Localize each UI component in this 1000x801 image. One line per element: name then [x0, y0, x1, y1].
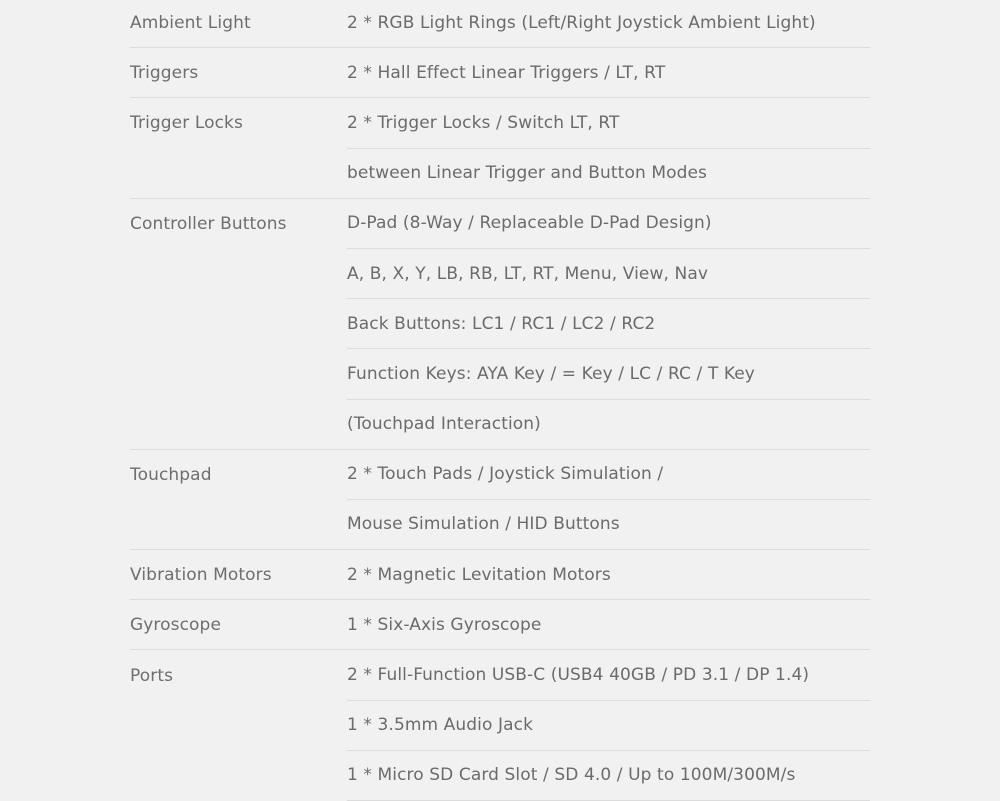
spec-value: 2 * Full-Function USB-C (USB4 40GB / PD 3.1 / DP 1.4)	[347, 650, 870, 700]
spec-value: between Linear Trigger and Button Modes	[347, 149, 870, 199]
spec-label: Trigger Locks	[130, 113, 243, 134]
spec-value: Function Keys: AYA Key / = Key / LC / RC / T Key	[347, 349, 870, 399]
spec-value: (Touchpad Interaction)	[347, 400, 870, 450]
spec-row-ports-cont	[130, 701, 870, 751]
spec-row-touchpad-cont	[130, 500, 870, 550]
spec-row-controller-buttons-cont	[130, 400, 870, 450]
spec-value: D-Pad (8-Way / Replaceable D-Pad Design)	[347, 199, 870, 249]
spec-value: 2 * RGB Light Rings (Left/Right Joystick Ambient Light)	[347, 0, 870, 48]
spec-label: Ports	[130, 665, 174, 686]
spec-row-trigger-locks	[130, 98, 870, 148]
spec-row-triggers	[130, 48, 870, 98]
spec-row-controller-buttons-cont	[130, 249, 870, 299]
spec-value: 1 * Micro SD Card Slot / SD 4.0 / Up to 100M/300M/s	[347, 751, 870, 801]
spec-value: 2 * Hall Effect Linear Triggers / LT, RT	[347, 48, 870, 98]
spec-row-ports-cont	[130, 751, 870, 801]
spec-row-ports	[130, 650, 870, 700]
spec-value: 1 * 3.5mm Audio Jack	[347, 701, 870, 751]
spec-label: Ambient Light	[130, 13, 251, 34]
spec-label: Touchpad	[130, 464, 212, 485]
spec-row-controller-buttons-cont	[130, 349, 870, 399]
spec-row-trigger-locks-cont	[130, 149, 870, 199]
spec-value: A, B, X, Y, LB, RB, LT, RT, Menu, View, Nav	[347, 249, 870, 299]
spec-label: Triggers	[130, 63, 199, 84]
spec-value: 2 * Trigger Locks / Switch LT, RT	[347, 98, 870, 148]
spec-label: Gyroscope	[130, 615, 222, 636]
spec-value: Mouse Simulation / HID Buttons	[347, 500, 870, 550]
spec-row-controller-buttons	[130, 199, 870, 249]
spec-row-vibration-motors	[130, 550, 870, 600]
spec-value: 1 * Six-Axis Gyroscope	[347, 600, 870, 650]
spec-label: Controller Buttons	[130, 213, 287, 234]
spec-row-controller-buttons-cont	[130, 299, 870, 349]
spec-value: Back Buttons: LC1 / RC1 / LC2 / RC2	[347, 299, 870, 349]
spec-value: 2 * Magnetic Levitation Motors	[347, 550, 870, 600]
spec-row-ambient-light	[130, 0, 870, 48]
spec-row-touchpad	[130, 450, 870, 500]
spec-row-gyroscope	[130, 600, 870, 650]
spec-label: Vibration Motors	[130, 565, 272, 586]
spec-table	[130, 0, 870, 801]
spec-value: 2 * Touch Pads / Joystick Simulation /	[347, 450, 870, 500]
